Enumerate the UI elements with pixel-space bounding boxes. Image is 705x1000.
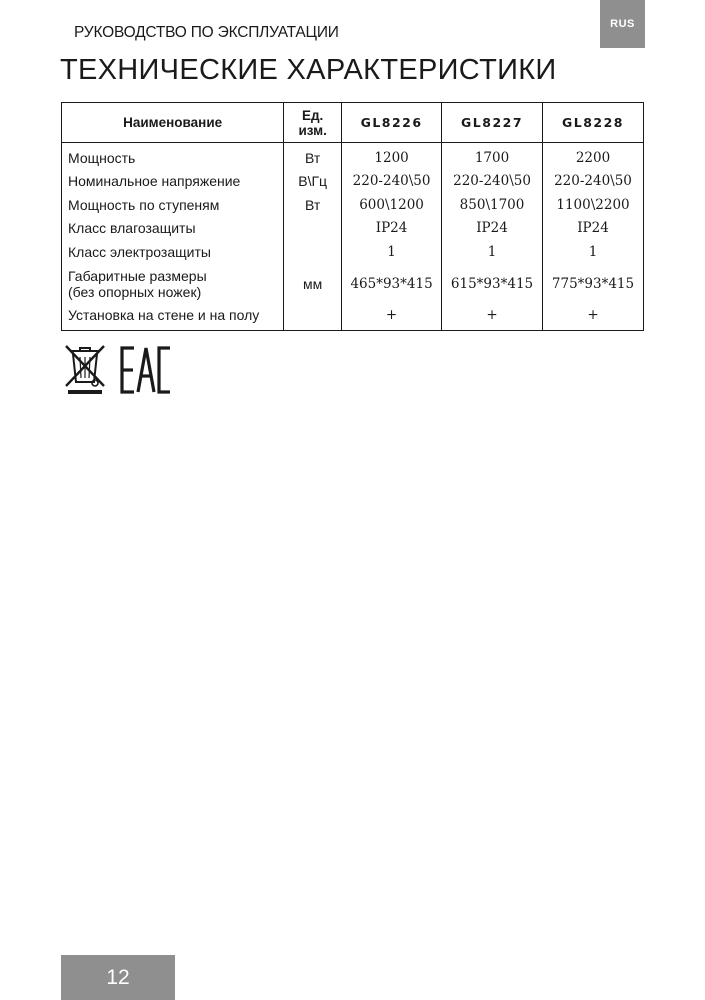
row-value: 220-240\50 <box>342 170 442 194</box>
table-row <box>62 240 644 264</box>
row-value: + <box>342 304 442 331</box>
row-value: 220-240\50 <box>442 170 543 194</box>
row-name: Номинальное напряжение <box>62 170 284 194</box>
page-title: ТЕХНИЧЕСКИЕ ХАРАКТЕРИСТИКИ <box>60 54 557 86</box>
row-unit: В\Гц <box>284 170 342 194</box>
row-value: IP24 <box>442 217 543 241</box>
row-value: 465*93*415 <box>342 264 442 304</box>
row-value: 1 <box>442 240 543 264</box>
page-number: 12 <box>61 955 175 1000</box>
table-row <box>62 170 644 194</box>
row-unit <box>284 304 342 331</box>
column-header-unit-line1: Ед. <box>301 107 324 123</box>
eac-mark-icon <box>122 348 170 392</box>
language-badge: RUS <box>600 0 645 48</box>
table-row <box>62 143 644 170</box>
row-name-line2: (без опорных ножек) <box>68 283 202 300</box>
row-value: 220-240\50 <box>543 170 644 194</box>
symbols-svg <box>62 342 174 396</box>
table-header-row <box>62 103 644 143</box>
manual-header-title: РУКОВОДСТВО ПО ЭКСПЛУАТАЦИИ <box>74 24 339 41</box>
row-unit: Вт <box>284 193 342 217</box>
row-name: Мощность по ступеням <box>62 193 284 217</box>
table-row <box>62 304 644 331</box>
row-unit <box>284 217 342 241</box>
row-value: 1100\2200 <box>543 193 644 217</box>
table-row <box>62 264 644 304</box>
row-value: 615*93*415 <box>442 264 543 304</box>
row-value: IP24 <box>543 217 644 241</box>
column-header-name: Наименование <box>62 103 284 143</box>
row-value: 1200 <box>342 143 442 170</box>
row-name-line1: Габаритные размеры <box>68 267 207 284</box>
row-name <box>62 264 284 304</box>
specifications-table <box>61 102 644 331</box>
certification-symbols <box>62 342 174 396</box>
row-value: IP24 <box>342 217 442 241</box>
row-unit: Вт <box>284 143 342 170</box>
table-row <box>62 217 644 241</box>
row-name: Установка на стене и на полу <box>62 304 284 331</box>
weee-crossed-bin-icon <box>66 346 104 394</box>
row-value: + <box>543 304 644 331</box>
row-value: 2200 <box>543 143 644 170</box>
row-value: 775*93*415 <box>543 264 644 304</box>
column-header-unit <box>284 103 342 143</box>
row-value: 1 <box>543 240 644 264</box>
row-value: 1 <box>342 240 442 264</box>
column-header-model: GL8227 <box>442 103 543 143</box>
row-value: + <box>442 304 543 331</box>
row-name: Класс влагозащиты <box>62 217 284 241</box>
column-header-model: GL8226 <box>342 103 442 143</box>
column-header-model: GL8228 <box>543 103 644 143</box>
row-name: Мощность <box>62 143 284 170</box>
table-row <box>62 193 644 217</box>
row-value: 600\1200 <box>342 193 442 217</box>
row-value: 1700 <box>442 143 543 170</box>
row-name: Класс электрозащиты <box>62 240 284 264</box>
row-unit <box>284 240 342 264</box>
row-value: 850\1700 <box>442 193 543 217</box>
row-unit: мм <box>284 264 342 304</box>
column-header-unit-line2: изм. <box>298 122 327 138</box>
